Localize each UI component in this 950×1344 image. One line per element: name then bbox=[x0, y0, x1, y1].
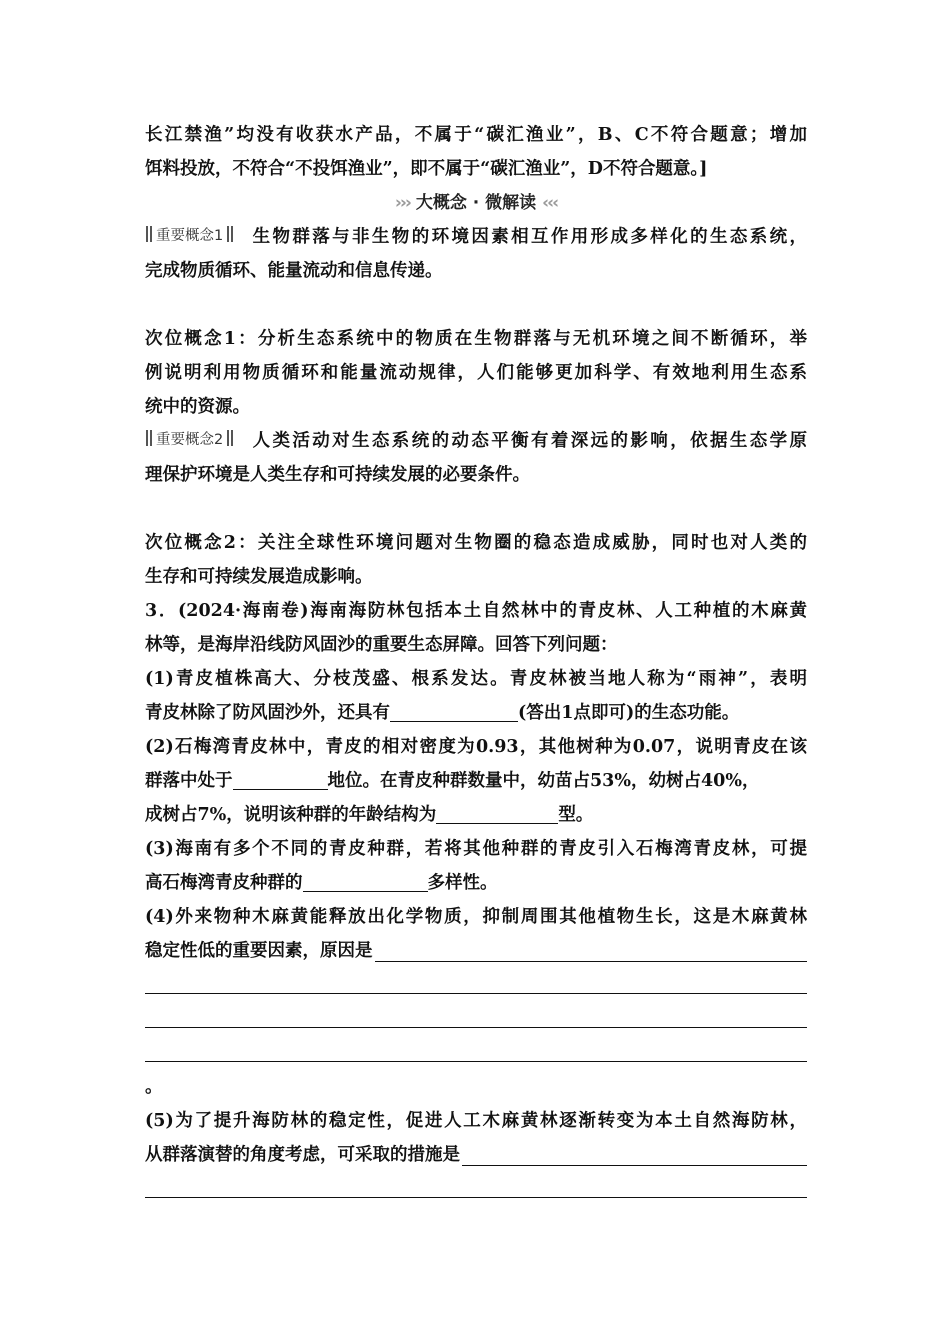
q4-line-2 bbox=[145, 934, 807, 968]
q4-answer-blank[interactable] bbox=[375, 937, 808, 962]
q5-line-2 bbox=[145, 1138, 807, 1172]
q4-answer-line[interactable] bbox=[145, 968, 807, 1002]
q4-answer-line[interactable] bbox=[145, 1002, 807, 1036]
answer-explanation-line-2: 饵料投放，不符合“不投饵渔业”，即不属于“碳汇渔业”，D不符合题意。] bbox=[145, 159, 708, 179]
concept2-tag bbox=[145, 430, 234, 450]
q3-text-b: 多样性。 bbox=[427, 873, 498, 893]
section-heading-text: 大概念 · 微解读 bbox=[415, 193, 537, 213]
q4-answer-line[interactable] bbox=[145, 1036, 807, 1070]
sub-concept1-line-2: 例说明利用物质循环和能量流动规律，人们能够更加科学、有效地利用生态系 bbox=[145, 363, 807, 383]
question-intro-line-1: 3．(2024·海南卷)海南海防林包括本土自然林中的青皮林、人工种植的木麻黄 bbox=[145, 601, 807, 621]
q2-line-2 bbox=[145, 764, 807, 798]
concept1-tag-label: 重要概念1 bbox=[156, 228, 224, 244]
concept1-line-1 bbox=[145, 220, 807, 254]
q3-text-a: 高石梅湾青皮种群的 bbox=[145, 873, 303, 893]
answer-explanation-line-1: 长江禁渔”均没有收获水产品，不属于“碳汇渔业”，B、C不符合题意；增加 bbox=[145, 125, 807, 145]
section-heading bbox=[145, 186, 807, 220]
sub-concept2-line-2: 生存和可持续发展造成影响。 bbox=[145, 567, 373, 587]
q2-text-a: 群落中处于 bbox=[145, 771, 233, 791]
q1-line-1: (1)青皮植株高大、分枝茂盛、根系发达。青皮林被当地人称为“雨神”，表明 bbox=[145, 669, 807, 689]
question-intro-line-2: 林等，是海岸沿线防风固沙的重要生态屏障。回答下列问题： bbox=[145, 635, 618, 655]
q5-answer-line[interactable] bbox=[145, 1172, 807, 1206]
q4-text: 稳定性低的重要因素，原因是 bbox=[145, 941, 373, 961]
sub-concept2-line-1: 次位概念2：关注全球性环境问题对生物圈的稳态造成威胁，同时也对人类的 bbox=[145, 533, 807, 553]
q3-answer-blank[interactable] bbox=[303, 869, 428, 892]
spacer bbox=[145, 288, 807, 322]
right-chevrons-icon: ‹‹‹ bbox=[542, 193, 558, 213]
q2-line-3 bbox=[145, 798, 807, 832]
concept2-text-1: 人类活动对生态系统的动态平衡有着深远的影响，依据生态学原 bbox=[250, 431, 807, 451]
sub-concept1-line-3: 统中的资源。 bbox=[145, 397, 250, 417]
tag-bars-icon bbox=[226, 228, 234, 244]
q2-answer-blank-2[interactable] bbox=[436, 801, 558, 824]
concept2-tag-label: 重要概念2 bbox=[156, 432, 224, 448]
q2-text-b: 地位。在青皮种群数量中，幼苗占53%，幼树占40%， bbox=[327, 771, 760, 791]
left-chevrons-icon: ››› bbox=[394, 193, 410, 213]
sub-concept1-line-1: 次位概念1：分析生态系统中的物质在生物群落与无机环境之间不断循环，举 bbox=[145, 329, 807, 349]
concept1-line-2: 完成物质循环、能量流动和信息传递。 bbox=[145, 261, 443, 281]
q2-text-c: 成树占7%，说明该种群的年龄结构为 bbox=[145, 805, 437, 825]
q1-line-2 bbox=[145, 696, 807, 730]
concept1-text-1: 生物群落与非生物的环境因素相互作用形成多样化的生态系统， bbox=[250, 227, 807, 247]
concept2-line-2: 理保护环境是人类生存和可持续发展的必要条件。 bbox=[145, 465, 530, 485]
tag-bars-icon bbox=[226, 432, 234, 448]
concept2-line-1 bbox=[145, 424, 807, 458]
q3-line-1: (3)海南有多个不同的青皮种群，若将其他种群的青皮引入石梅湾青皮林，可提 bbox=[145, 839, 807, 859]
q5-text: 从群落演替的角度考虑，可采取的措施是 bbox=[145, 1145, 460, 1165]
q2-line-1: (2)石梅湾青皮林中，青皮的相对密度为0.93，其他树种为0.07，说明青皮在该 bbox=[145, 737, 807, 757]
q4-line-1: (4)外来物种木麻黄能释放出化学物质，抑制周围其他植物生长，这是木麻黄林 bbox=[145, 907, 807, 927]
q5-line-1: (5)为了提升海防林的稳定性，促进人工木麻黄林逐渐转变为本土自然海防林， bbox=[145, 1111, 807, 1131]
tag-bars-icon bbox=[145, 228, 153, 244]
q4-end-mark: 。 bbox=[145, 1077, 163, 1097]
q2-text-d: 型。 bbox=[558, 805, 594, 825]
q5-answer-blank[interactable] bbox=[462, 1141, 807, 1166]
q3-line-2 bbox=[145, 866, 807, 900]
q1-text-a: 青皮林除了防风固沙外，还具有 bbox=[145, 703, 390, 723]
tag-bars-icon bbox=[145, 432, 153, 448]
q1-answer-blank[interactable] bbox=[390, 699, 518, 722]
q1-text-b: (答出1点即可)的生态功能。 bbox=[518, 703, 740, 723]
document-page bbox=[145, 118, 807, 1206]
q2-answer-blank-1[interactable] bbox=[233, 767, 328, 790]
spacer bbox=[145, 492, 807, 526]
concept1-tag bbox=[145, 226, 234, 246]
